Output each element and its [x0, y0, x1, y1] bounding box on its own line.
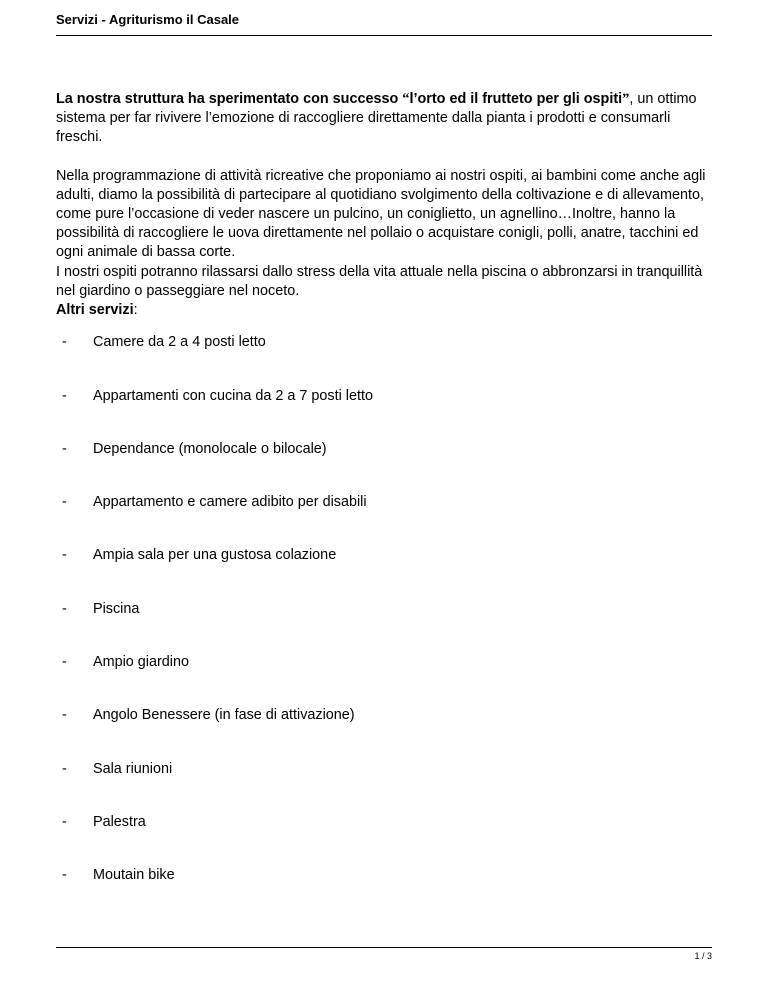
services-heading: [56, 301, 716, 320]
service-item: [56, 653, 716, 706]
dash-icon: -: [62, 867, 67, 884]
quote-close: ”: [622, 91, 630, 107]
header-title: Servizi - Agriturismo il Casale: [56, 12, 240, 27]
quote-text: l’orto ed il frutteto per gli ospiti: [409, 91, 623, 107]
services-heading-text: Altri servizi: [56, 302, 134, 319]
intro-lead: La nostra struttura ha sperimentato con successo: [56, 91, 403, 107]
service-label: Palestra: [93, 813, 146, 830]
paragraph-spacer: [56, 148, 716, 167]
service-label: Sala riunioni: [93, 760, 173, 777]
activities-paragraph: Nella programmazione di attività ricreative che proponiamo ai nostri ospiti, ai bambini come anche agli adulti, diamo la possibilità di partecipare al quotidiano svolgimento della coltivazione e di allevamento, come pure l’occasione di veder nascere un pulcino, un coniglietto, un agnellino…Inoltre, hanno la possibilità di raccogliere le uova direttamente nel pollaio o acquistare conigli, polli, anatre, tacchini ed ogni animale di bassa corte.: [56, 167, 706, 261]
service-item: [56, 333, 716, 386]
dash-icon: -: [62, 387, 67, 404]
service-label: Piscina: [93, 600, 140, 617]
service-item: [56, 493, 716, 546]
service-item: [56, 813, 716, 866]
service-label: Dependance (monolocale o bilocale): [93, 440, 327, 457]
service-item: [56, 546, 716, 599]
service-label: Camere da 2 a 4 posti letto: [93, 334, 266, 351]
intro-quote: [402, 91, 629, 107]
services-heading-suffix: :: [133, 302, 138, 319]
dash-icon: -: [62, 813, 67, 830]
service-item: [56, 387, 716, 440]
page-footer: [56, 947, 712, 961]
service-item: [56, 760, 716, 813]
dash-icon: -: [62, 494, 67, 511]
dash-icon: -: [62, 654, 67, 671]
service-label: Ampia sala per una gustosa colazione: [93, 547, 337, 564]
dash-icon: -: [62, 334, 67, 351]
dash-icon: -: [62, 707, 67, 724]
dash-icon: -: [62, 547, 67, 564]
page-number: 1 / 3: [694, 951, 712, 961]
dash-icon: -: [62, 600, 67, 617]
intro-rest: , un ottimo sistema per far rivivere l’emozione di raccogliere direttamente dalla pianta i prodotti e consumarli freschi.: [56, 91, 697, 146]
service-label: Ampio giardino: [93, 654, 189, 671]
intro-paragraph: [56, 90, 716, 148]
page-header: [56, 12, 712, 36]
service-label: Appartamento e camere adibito per disabili: [93, 494, 367, 511]
main-content: [56, 90, 716, 920]
relax-paragraph: I nostri ospiti potranno rilassarsi dallo stress della vita attuale nella piscina o abbronzarsi in tranquillità nel giardino o passeggiare nel noceto.: [56, 263, 703, 299]
dash-icon: -: [62, 440, 67, 457]
service-item: [56, 600, 716, 653]
quote-open: “: [402, 91, 410, 107]
dash-icon: -: [62, 760, 67, 777]
service-item: [56, 440, 716, 493]
service-item: [56, 866, 716, 919]
service-label: Appartamenti con cucina da 2 a 7 posti letto: [93, 387, 373, 404]
services-list: [56, 333, 716, 919]
service-label: Angolo Benessere (in fase di attivazione): [93, 707, 355, 724]
service-item: [56, 706, 716, 759]
services-list-wrapper: [56, 333, 716, 919]
service-label: Moutain bike: [93, 867, 175, 884]
